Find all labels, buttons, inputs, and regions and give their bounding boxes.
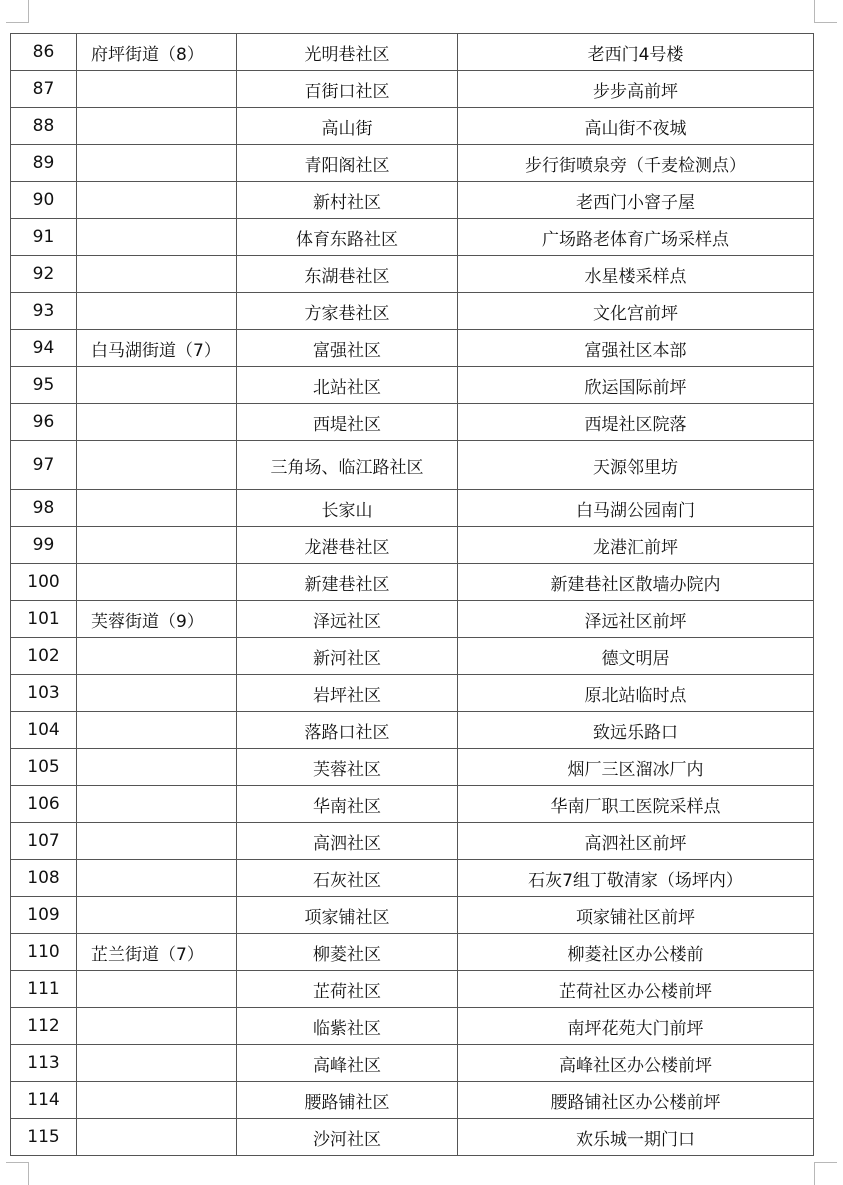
street-cell xyxy=(77,675,237,712)
community-cell: 长家山 xyxy=(237,490,458,527)
table-row xyxy=(11,601,814,638)
sampling-site-cell: 项家铺社区前坪 xyxy=(458,897,814,934)
street-cell xyxy=(77,256,237,293)
street-cell xyxy=(77,1082,237,1119)
row-number-cell: 105 xyxy=(11,749,77,786)
row-number-cell: 88 xyxy=(11,108,77,145)
page-corner-mark xyxy=(814,1162,837,1185)
sampling-site-cell: 石灰7组丁敬清家（场坪内） xyxy=(458,860,814,897)
street-cell: 白马湖街道（7） xyxy=(77,330,237,367)
row-number-cell: 98 xyxy=(11,490,77,527)
community-cell: 沙河社区 xyxy=(237,1119,458,1156)
page-corner-mark xyxy=(6,0,29,23)
row-number-cell: 102 xyxy=(11,638,77,675)
row-number-cell: 107 xyxy=(11,823,77,860)
community-cell: 岩坪社区 xyxy=(237,675,458,712)
page-corner-mark xyxy=(6,1162,29,1185)
row-number-cell: 97 xyxy=(11,441,77,490)
street-cell: 芷兰街道（7） xyxy=(77,934,237,971)
table-row xyxy=(11,564,814,601)
table-row xyxy=(11,367,814,404)
street-cell xyxy=(77,527,237,564)
table-row xyxy=(11,145,814,182)
community-cell: 临紫社区 xyxy=(237,1008,458,1045)
sampling-site-cell: 新建巷社区散墙办院内 xyxy=(458,564,814,601)
row-number-cell: 99 xyxy=(11,527,77,564)
sampling-site-cell: 欢乐城一期门口 xyxy=(458,1119,814,1156)
sampling-site-cell: 腰路铺社区办公楼前坪 xyxy=(458,1082,814,1119)
table-row xyxy=(11,675,814,712)
community-cell: 光明巷社区 xyxy=(237,34,458,71)
page-corner-mark xyxy=(814,0,837,23)
row-number-cell: 103 xyxy=(11,675,77,712)
sampling-site-cell: 龙港汇前坪 xyxy=(458,527,814,564)
table-row xyxy=(11,860,814,897)
row-number-cell: 89 xyxy=(11,145,77,182)
sampling-site-cell: 德文明居 xyxy=(458,638,814,675)
table-row xyxy=(11,786,814,823)
street-cell xyxy=(77,108,237,145)
sampling-site-cell: 西堤社区院落 xyxy=(458,404,814,441)
sampling-site-cell: 高峰社区办公楼前坪 xyxy=(458,1045,814,1082)
street-cell xyxy=(77,638,237,675)
sampling-site-cell: 文化宫前坪 xyxy=(458,293,814,330)
street-cell xyxy=(77,367,237,404)
community-cell: 高峰社区 xyxy=(237,1045,458,1082)
street-cell xyxy=(77,441,237,490)
table-row xyxy=(11,108,814,145)
row-number-cell: 113 xyxy=(11,1045,77,1082)
row-number-cell: 106 xyxy=(11,786,77,823)
sampling-site-cell: 欣运国际前坪 xyxy=(458,367,814,404)
community-cell: 新村社区 xyxy=(237,182,458,219)
community-cell: 龙港巷社区 xyxy=(237,527,458,564)
row-number-cell: 95 xyxy=(11,367,77,404)
community-cell: 芷荷社区 xyxy=(237,971,458,1008)
street-cell xyxy=(77,71,237,108)
sampling-site-cell: 步步高前坪 xyxy=(458,71,814,108)
community-cell: 石灰社区 xyxy=(237,860,458,897)
table-row xyxy=(11,638,814,675)
sampling-site-cell: 南坪花苑大门前坪 xyxy=(458,1008,814,1045)
street-cell xyxy=(77,860,237,897)
sampling-site-cell: 烟厂三区溜冰厂内 xyxy=(458,749,814,786)
street-cell xyxy=(77,1008,237,1045)
street-cell xyxy=(77,564,237,601)
community-cell: 高泗社区 xyxy=(237,823,458,860)
table-row xyxy=(11,897,814,934)
row-number-cell: 91 xyxy=(11,219,77,256)
row-number-cell: 109 xyxy=(11,897,77,934)
row-number-cell: 111 xyxy=(11,971,77,1008)
row-number-cell: 104 xyxy=(11,712,77,749)
sampling-site-cell: 泽远社区前坪 xyxy=(458,601,814,638)
street-cell: 府坪街道（8） xyxy=(77,34,237,71)
sampling-site-cell: 广场路老体育广场采样点 xyxy=(458,219,814,256)
table-row xyxy=(11,182,814,219)
table-row xyxy=(11,1119,814,1156)
table-row xyxy=(11,71,814,108)
community-cell: 百街口社区 xyxy=(237,71,458,108)
sampling-site-cell: 芷荷社区办公楼前坪 xyxy=(458,971,814,1008)
street-cell xyxy=(77,786,237,823)
table-row xyxy=(11,256,814,293)
sampling-site-cell: 老西门4号楼 xyxy=(458,34,814,71)
table-row xyxy=(11,971,814,1008)
table-row xyxy=(11,34,814,71)
row-number-cell: 108 xyxy=(11,860,77,897)
sampling-site-cell: 华南厂职工医院采样点 xyxy=(458,786,814,823)
table-row xyxy=(11,441,814,490)
sampling-site-cell: 步行街喷泉旁（千麦检测点） xyxy=(458,145,814,182)
street-cell xyxy=(77,490,237,527)
row-number-cell: 94 xyxy=(11,330,77,367)
row-number-cell: 112 xyxy=(11,1008,77,1045)
table-row xyxy=(11,1045,814,1082)
community-cell: 柳菱社区 xyxy=(237,934,458,971)
table-body xyxy=(11,34,814,1156)
community-cell: 方家巷社区 xyxy=(237,293,458,330)
table-row xyxy=(11,490,814,527)
table-row xyxy=(11,934,814,971)
community-cell: 东湖巷社区 xyxy=(237,256,458,293)
row-number-cell: 90 xyxy=(11,182,77,219)
row-number-cell: 93 xyxy=(11,293,77,330)
table-row xyxy=(11,293,814,330)
table-row xyxy=(11,1008,814,1045)
row-number-cell: 86 xyxy=(11,34,77,71)
street-cell xyxy=(77,219,237,256)
row-number-cell: 96 xyxy=(11,404,77,441)
sampling-site-cell: 原北站临时点 xyxy=(458,675,814,712)
street-cell xyxy=(77,1119,237,1156)
community-cell: 体育东路社区 xyxy=(237,219,458,256)
table-row xyxy=(11,712,814,749)
street-cell: 芙蓉街道（9） xyxy=(77,601,237,638)
table-row xyxy=(11,330,814,367)
sampling-site-cell: 致远乐路口 xyxy=(458,712,814,749)
row-number-cell: 115 xyxy=(11,1119,77,1156)
street-cell xyxy=(77,749,237,786)
community-cell: 华南社区 xyxy=(237,786,458,823)
community-cell: 三角场、临江路社区 xyxy=(237,441,458,490)
sampling-site-table xyxy=(10,33,814,1156)
row-number-cell: 110 xyxy=(11,934,77,971)
table-row xyxy=(11,1082,814,1119)
community-cell: 西堤社区 xyxy=(237,404,458,441)
sampling-site-cell: 富强社区本部 xyxy=(458,330,814,367)
table-row xyxy=(11,404,814,441)
community-cell: 芙蓉社区 xyxy=(237,749,458,786)
sampling-site-cell: 水星楼采样点 xyxy=(458,256,814,293)
row-number-cell: 101 xyxy=(11,601,77,638)
row-number-cell: 92 xyxy=(11,256,77,293)
street-cell xyxy=(77,712,237,749)
street-cell xyxy=(77,897,237,934)
community-cell: 落路口社区 xyxy=(237,712,458,749)
street-cell xyxy=(77,971,237,1008)
community-cell: 泽远社区 xyxy=(237,601,458,638)
street-cell xyxy=(77,182,237,219)
street-cell xyxy=(77,823,237,860)
row-number-cell: 87 xyxy=(11,71,77,108)
sampling-site-cell: 高泗社区前坪 xyxy=(458,823,814,860)
sampling-site-cell: 高山街不夜城 xyxy=(458,108,814,145)
table-row xyxy=(11,527,814,564)
sampling-site-cell: 柳菱社区办公楼前 xyxy=(458,934,814,971)
sampling-site-cell: 白马湖公园南门 xyxy=(458,490,814,527)
row-number-cell: 100 xyxy=(11,564,77,601)
table-row xyxy=(11,749,814,786)
row-number-cell: 114 xyxy=(11,1082,77,1119)
community-cell: 北站社区 xyxy=(237,367,458,404)
table-row xyxy=(11,219,814,256)
community-cell: 青阳阁社区 xyxy=(237,145,458,182)
street-cell xyxy=(77,145,237,182)
community-cell: 新建巷社区 xyxy=(237,564,458,601)
community-cell: 富强社区 xyxy=(237,330,458,367)
community-cell: 新河社区 xyxy=(237,638,458,675)
street-cell xyxy=(77,293,237,330)
community-cell: 项家铺社区 xyxy=(237,897,458,934)
community-cell: 腰路铺社区 xyxy=(237,1082,458,1119)
street-cell xyxy=(77,404,237,441)
street-cell xyxy=(77,1045,237,1082)
community-cell: 高山街 xyxy=(237,108,458,145)
table-row xyxy=(11,823,814,860)
sampling-site-cell: 天源邻里坊 xyxy=(458,441,814,490)
sampling-site-cell: 老西门小窨子屋 xyxy=(458,182,814,219)
